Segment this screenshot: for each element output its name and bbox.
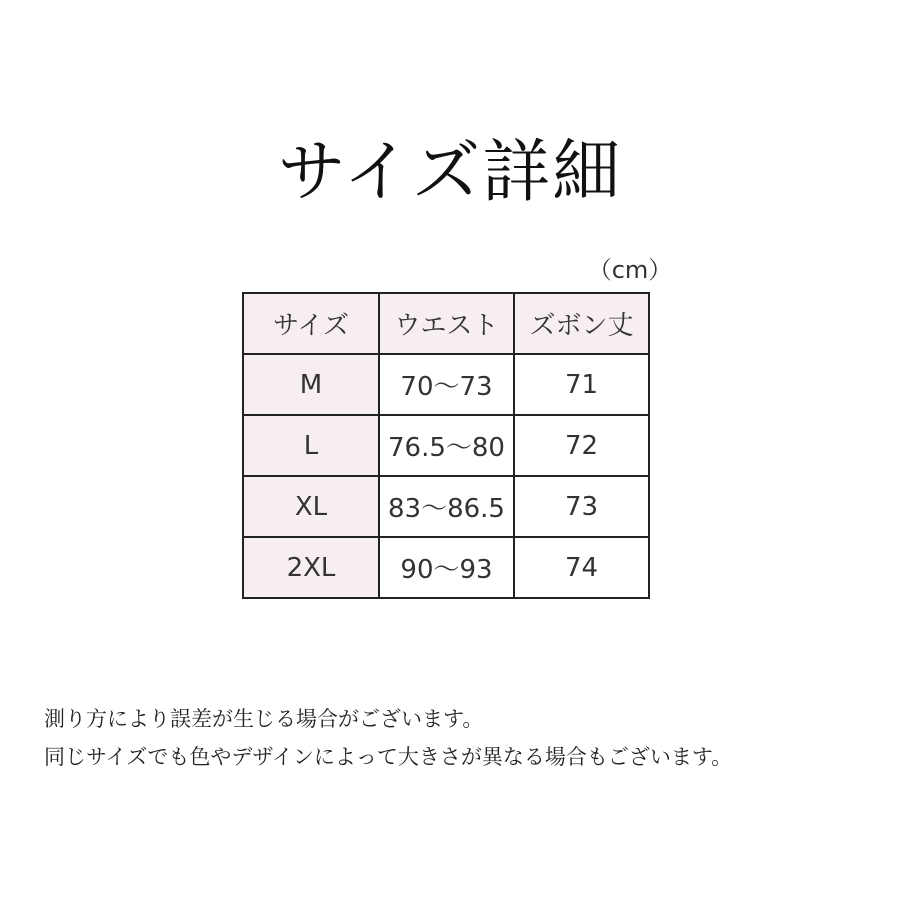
table-row bbox=[243, 537, 649, 598]
notes bbox=[44, 700, 732, 776]
note-measurement-error: 測り方により誤差が生じる場合がございます。 bbox=[44, 707, 484, 731]
size-table bbox=[242, 292, 650, 599]
table-row bbox=[243, 354, 649, 415]
pants-length-cell: 71 bbox=[514, 354, 649, 415]
table-row bbox=[243, 415, 649, 476]
size-cell: M bbox=[243, 354, 379, 415]
size-cell: L bbox=[243, 415, 379, 476]
pants-length-cell: 72 bbox=[514, 415, 649, 476]
waist-cell: 76.5～80 bbox=[379, 415, 514, 476]
waist-cell: 83～86.5 bbox=[379, 476, 514, 537]
waist-cell: 70～73 bbox=[379, 354, 514, 415]
size-cell: 2XL bbox=[243, 537, 379, 598]
note-size-variation: 同じサイズでも色やデザインによって大きさが異なる場合もございます。 bbox=[44, 745, 733, 769]
table-row bbox=[243, 476, 649, 537]
unit-label: （cm） bbox=[587, 256, 673, 284]
page-title: サイズ詳細 bbox=[277, 133, 623, 212]
table-header-row bbox=[243, 293, 649, 354]
pants-length-cell: 73 bbox=[514, 476, 649, 537]
waist-cell: 90～93 bbox=[379, 537, 514, 598]
header-size: サイズ bbox=[243, 293, 379, 354]
header-waist: ウエスト bbox=[379, 293, 514, 354]
pants-length-cell: 74 bbox=[514, 537, 649, 598]
size-cell: XL bbox=[243, 476, 379, 537]
header-pants-length: ズボン丈 bbox=[514, 293, 649, 354]
